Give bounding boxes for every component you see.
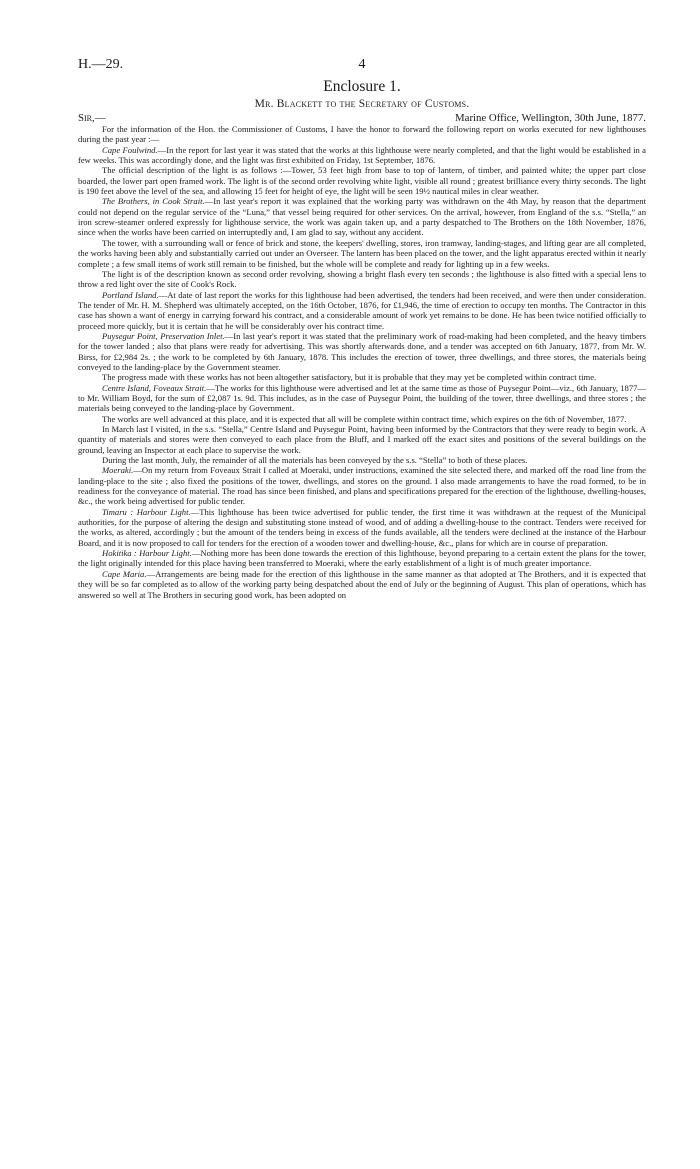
paragraph-label: The Brothers, in Cook Strait. — [102, 196, 205, 207]
paragraph-text: —Arrangements are being made for the erection of this lighthouse in the same manner as that adopted at The Brothers, and it is expected that they will be so far completed as to allow of the working party being despatched about the end of July or the beginning of August. This plan of operations, which has answered so well at The Brothers in securing good work, has been adopted on — [78, 568, 647, 600]
paragraph — [78, 331, 646, 372]
paragraph-label: Hokitika : Harbour Light. — [102, 548, 192, 559]
paragraph-text: The works are well advanced at this place, and it is expected that all will be complete within contract time, which expires on the 6th of November, 1877. — [102, 413, 627, 424]
paragraph — [78, 269, 646, 290]
paper-code: H.—29. — [78, 57, 124, 72]
salutation-row — [78, 113, 646, 123]
paragraph-label: Timaru : Harbour Light. — [102, 506, 191, 517]
paragraph — [78, 165, 646, 196]
paragraph-text: For the information of the Hon. the Commissioner of Customs, I have the honor to forward the following report on works executed for new lighthouses during the past year :— — [78, 124, 646, 145]
page-header — [78, 50, 646, 76]
paragraph — [78, 548, 646, 569]
paragraph-text: In March last I visited, in the s.s. “Stella,” Centre Island and Puysegur Point, having been informed by the Contractors that they were ready to begin work. A quantity of materials and stores were then conveyed to each place from the Bluff, and I marked off the exact sites and positions of the several buildings on the ground, leaving an Inspector at each place to supervise the work. — [78, 424, 646, 455]
paragraph — [78, 414, 646, 424]
enclosure-title: Enclosure 1. — [323, 78, 401, 95]
letter-subtitle: Mr. Blackett to the Secretary of Customs. — [254, 98, 470, 111]
paragraph — [78, 124, 646, 145]
paragraph-text: —In last year's report it was stated that the preliminary work of road-making had been completed, and the heavy timbers for the tower landed ; also that plans were ready for advertising. This was shortly afterwards done, and a tender was accepted on 6th January, 1877, from Mr. W. Birss, for £2,984 2s. ; the work to be completed by 6th January, 1878. This includes the erection of tower, three dwellings, and three stores, the materials being conveyed to the landing-place by the Government steamer. — [78, 330, 647, 372]
paragraph-text: During the last month, July, the remainder of all the materials has been conveyed by the s.s. “Stella” to both of these places. — [102, 455, 528, 466]
paragraph-text: —This lighthouse has been twice advertised for public tender, the first time it was withdrawn at the request of the Municipal authorities, for the purpose of altering the design and substituting stone instead of wood, and of adding a dwelling-house to the contract. Tenders were received for the works, as altered, accordingly ; but the amount of the tenders being in excess of the funds available, all the tenders were declined at the instance of the Harbour Board, and it is now proposed to call for tenders for the erection of a wooden tower and dwelling-house, &c., plans for which are in course of preparation. — [78, 506, 646, 548]
paragraph — [78, 383, 646, 414]
paragraph-text: The official description of the light is as follows :—Tower, 53 feet high from base to top of lantern, of timber, and painted white; the upper part close boarded, the lower part open framed work. The light is of the second order revolving white light, visible all round ; greatest brilliance every thirty seconds. The light is 190 feet above the level of the sea, and allowing 15 feet for height of eye, the light will be seen 19½ nautical miles in clear weather. — [78, 165, 646, 197]
paragraph — [78, 196, 646, 237]
page-number: 4 — [358, 57, 366, 72]
paragraph-text: —At date of last report the works for this lighthouse had been advertised, the tenders had been received, and were then under consideration. The tender of Mr. H. M. Shepherd was ultimately accepted, on the 16th October, 1876, for £1,946, the time of erection to occupy ten months. The Contractor in this case has shown a want of energy in carrying forward his contract, and a considerable amount of work yet remains to be done. He has been twice notified officially to proceed more quickly, but it is certain that he will be considerably over his contract time. — [78, 289, 647, 331]
paragraph — [78, 507, 646, 548]
letter-body — [78, 124, 646, 600]
paragraph-label: Cape Foulwind. — [102, 144, 158, 155]
paragraph-text: —On my return from Foveaux Strait I called at Moeraki, under instructions, examined the site selected there, and marked off the road line from the landing-place to the site ; also fixed the positions of the tower, dwellings, and stores on the ground. I also made arrangements to have the road formed, to be in readiness for the conveyance of material. The road has since been finished, and plans and specifications prepared for the erection of the lighthouse, dwelling-houses, &c., the work being advertised for public tender. — [78, 465, 646, 507]
paragraph-label: Moeraki. — [102, 465, 134, 476]
paragraph — [78, 238, 646, 269]
paragraph — [78, 455, 646, 465]
paragraph-label: Puysegur Point, Preservation Inlet. — [102, 330, 225, 341]
paragraph — [78, 145, 646, 166]
paragraph-text: —The works for this lighthouse were advertised and let at the same time as those of Puysegur Point—viz., 6th January, 1877—to Mr. William Boyd, for the sum of £2,087 1s. 9d. This includes, as in the case of Puysegur Point, the building of the tower, three dwellings, and three stores ; the materials being conveyed to the landing-place by Government. — [78, 382, 647, 414]
salutation: Sir,— — [78, 111, 106, 124]
dateline: Marine Office, Wellington, 30th June, 1877. — [455, 111, 646, 124]
paragraph-label: Portland Island. — [102, 289, 159, 300]
paragraph-text: —Nothing more has been done towards the erection of this lighthouse, beyond preparing to a certain extent the plans for the tower, the light originally intended for this place having been transferred to Moeraki, where the early establishment of a light is of much greater importance. — [78, 548, 646, 569]
paragraph-text: —In last year's report it was explained that the working party was withdrawn on the 4th May, by reason that the department could not depend on the regular service of the “Luna,” that vessel being required for other services. On the arrival, however, from England of the s.s. “Stella,” an iron screw-steamer ordered expressly for lighthouse service, the work was again taken up, and a party despatched to The Brothers on the 18th November, 1876, since when the works have been carried on interruptedly and, I am glad to say, without any accident. — [78, 196, 646, 238]
paragraph — [78, 465, 646, 506]
paragraph — [78, 424, 646, 455]
paragraph-text: The light is of the description known as second order revolving, showing a bright flash every ten seconds ; the lighthouse is also fitted with a special lens to throw a red light over the site of Cook's Rock. — [78, 268, 646, 290]
paragraph-text: The tower, with a surrounding wall or fence of brick and stone, the keepers' dwelling, stores, iron tramway, landing-stages, and lifting gear are all completed, the works having been ably and substantially carried out under an Overseer. The lantern has been placed on the tower, and the light apparatus erected within it nearly complete ; a few small items of work still remain to be finished, but the whole will be complete and ready for lighting up in a few weeks. — [78, 237, 646, 269]
paragraph-text: The progress made with these works has not been altogether satisfactory, but it is probable that they may yet be completed within contract time. — [102, 372, 597, 383]
paragraph-label: Centre Island, Foveaux Strait. — [102, 382, 207, 393]
paragraph — [78, 569, 646, 600]
paragraph-label: Cape Maria. — [102, 568, 147, 579]
paragraph — [78, 372, 646, 382]
paragraph — [78, 290, 646, 331]
paragraph-text: —In the report for last year it was stated that the works at this lighthouse were nearly completed, and that the light would be established in a few weeks. This was accordingly done, and the light was first exhibited on Friday, 1st September, 1876. — [78, 144, 647, 166]
